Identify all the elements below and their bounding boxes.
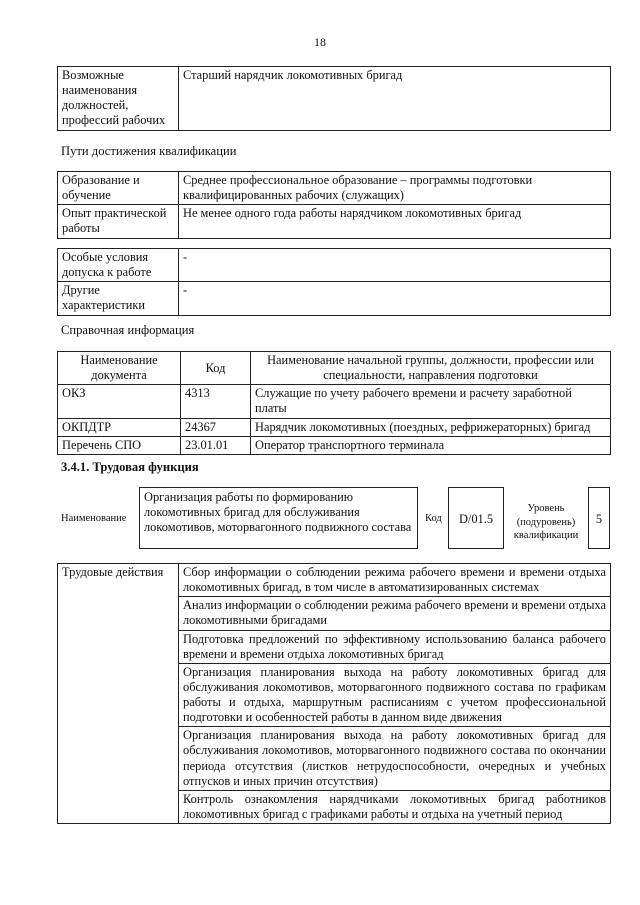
table-cell: ОКЗ	[58, 385, 181, 418]
special-conditions-label: Особые условия допуска к работе	[58, 249, 179, 282]
table-row	[58, 418, 611, 436]
labor-action-item: Организация планирования выхода на работу локомотивных бригад для обслуживания локомотивов, моторвагонного подвижного состава по графикам работы и отдыха, маршрутным расписаниям с учетом профессиональной подготовки и особенностей работы в данном виде движения	[179, 663, 611, 727]
education-value: Среднее профессиональное образование – программы подготовки квалифицированных рабочих (служащих)	[179, 172, 611, 205]
function-name-value: Организация работы по формированию локомотивных бригад для обслуживания локомотивов, моторвагонного подвижного состава	[144, 490, 412, 535]
page-number: 18	[314, 35, 326, 49]
table-row	[58, 385, 611, 418]
column-header: Код	[181, 352, 251, 385]
table-row	[58, 67, 611, 131]
experience-label: Опыт практической работы	[58, 205, 179, 238]
column-header: Наименование начальной группы, должности, профессии или специальности, направления подготовки	[251, 352, 611, 385]
level-value: 5	[595, 512, 603, 526]
table-row	[58, 436, 611, 454]
table-row	[58, 282, 611, 315]
qualification-paths-table	[57, 171, 611, 239]
table-cell: 23.01.01	[181, 436, 251, 454]
table-cell: 24367	[181, 418, 251, 436]
experience-value: Не менее одного года работы нарядчиком локомотивных бригад	[179, 205, 611, 238]
table-cell: 4313	[181, 385, 251, 418]
level-box	[588, 487, 610, 549]
reference-heading: Справочная информация	[61, 323, 195, 337]
education-label: Образование и обучение	[58, 172, 179, 205]
function-heading: 3.4.1. Трудовая функция	[61, 460, 199, 474]
function-name-box	[139, 487, 418, 549]
table-row	[58, 172, 611, 205]
code-value: D/01.5	[458, 512, 494, 526]
labor-action-item: Подготовка предложений по эффективному использованию баланса рабочего времени и времени отдыха локомотивных бригад	[179, 630, 611, 663]
conditions-table	[57, 248, 611, 316]
table-cell: Оператор транспортного терминала	[251, 436, 611, 454]
positions-label: Возможные наименования должностей, профессий рабочих	[58, 67, 179, 131]
table-cell: Нарядчик локомотивных (поездных, рефрижераторных) бригад	[251, 418, 611, 436]
labor-action-item: Контроль ознакомления нарядчиками локомотивных бригад работников локомотивных бригад с графиками работы и отдыха на учетный период	[179, 790, 611, 823]
code-box	[448, 487, 504, 549]
name-label: Наименование	[61, 513, 127, 524]
labor-actions-label: Трудовые действия	[58, 564, 179, 824]
paths-heading: Пути достижения квалификации	[61, 144, 237, 158]
labor-action-item: Сбор информации о соблюдении режима рабочего времени и времени отдыха локомотивных бригад, в том числе в автоматизированных системах	[179, 564, 611, 597]
table-row	[58, 564, 611, 597]
code-label: Код	[425, 513, 442, 524]
special-conditions-value: -	[179, 249, 611, 282]
labor-action-item: Анализ информации о соблюдении режима рабочего времени и времени отдыха локомотивными бригадами	[179, 597, 611, 630]
positions-table	[57, 66, 611, 131]
table-header-row	[58, 352, 611, 385]
positions-value: Старший нарядчик локомотивных бригад	[179, 67, 611, 131]
table-cell: ОКПДТР	[58, 418, 181, 436]
other-characteristics-value: -	[179, 282, 611, 315]
level-label: Уровень (подуровень) квалификации	[513, 503, 579, 542]
table-row	[58, 205, 611, 238]
labor-actions-table	[57, 563, 611, 824]
table-cell: Служащие по учету рабочего времени и расчету заработной платы	[251, 385, 611, 418]
labor-action-item: Организация планирования выхода на работу локомотивных бригад для обслуживания локомотивов, моторвагонного подвижного состава по окончании периода отсутствия (листков нетрудоспособности, очередных и учебных отпусков и иных причин отсутствия)	[179, 727, 611, 791]
table-cell: Перечень СПО	[58, 436, 181, 454]
other-characteristics-label: Другие характеристики	[58, 282, 179, 315]
column-header: Наименование документа	[58, 352, 181, 385]
reference-table	[57, 351, 611, 455]
table-row	[58, 249, 611, 282]
